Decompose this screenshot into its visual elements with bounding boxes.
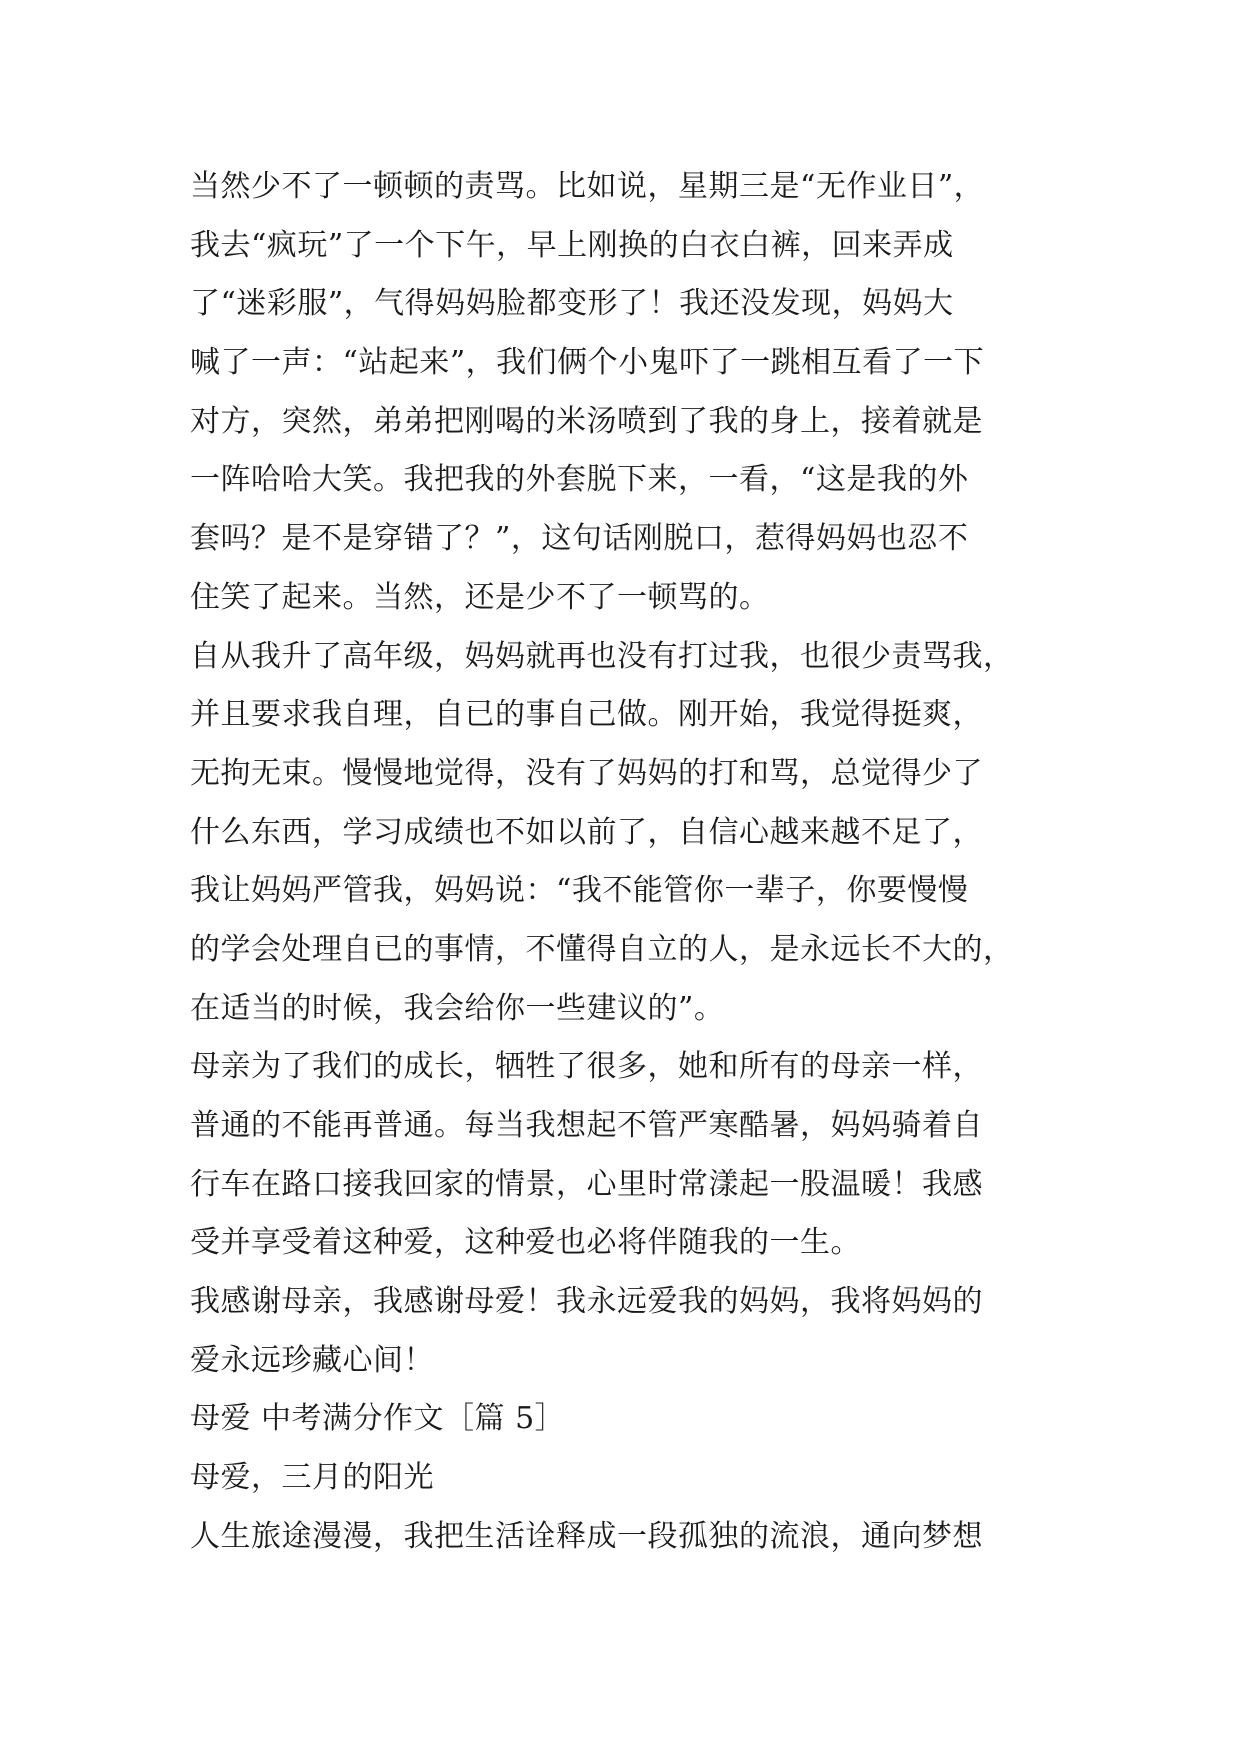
text-line: 我让妈妈严管我，妈妈说：“我不能管你一辈子，你要慢慢	[190, 873, 969, 909]
text-line: 的学会处理自已的事情，不懂得自立的人，是永远长不大的，	[190, 931, 1014, 967]
section-heading: 母爱 中考满分作文［篇 5］	[190, 1401, 566, 1437]
text-line: 一阵哈哈大笑。我把我的外套脱下来，一看，“这是我的外	[190, 462, 969, 498]
text-line: 并且要求我自理，自已的事自己做。刚开始，我觉得挺爽，	[190, 697, 983, 733]
text-line: 我去“疯玩”了一个下午，早上刚换的白衣白裤，回来弄成	[190, 227, 954, 263]
text-line: 受并享受着这种爱，这种爱也必将伴随我的一生。	[190, 1225, 861, 1261]
text-line: 在适当的时候，我会给你一些建议的”。	[190, 990, 725, 1026]
document-body	[190, 158, 1070, 1567]
text-line: 人生旅途漫漫，我把生活诠释成一段孤独的流浪，通向梦想	[190, 1518, 983, 1554]
text-line: 了“迷彩服”，气得妈妈脸都变形了！我还没发现，妈妈大	[190, 286, 954, 322]
text-line: 爱永远珍藏心间！	[190, 1342, 434, 1378]
text-line: 我感谢母亲，我感谢母爱！我永远爱我的妈妈，我将妈妈的	[190, 1284, 983, 1320]
text-line: 行车在路口接我回家的情景，心里时常漾起一股温暖！我感	[190, 1166, 983, 1202]
text-line: 住笑了起来。当然，还是少不了一顿骂的。	[190, 579, 770, 615]
essay-title: 母爱，三月的阳光	[190, 1460, 434, 1496]
text-line: 对方，突然，弟弟把刚喝的米汤喷到了我的身上，接着就是	[190, 403, 983, 439]
text-line: 什么东西，学习成绩也不如以前了，自信心越来越不足了，	[190, 814, 983, 850]
text-line: 喊了一声：“站起来”，我们俩个小鬼吓了一跳相互看了一下	[190, 345, 985, 381]
text-line: 普通的不能再普通。每当我想起不管严寒酷暑，妈妈骑着自	[190, 1108, 983, 1143]
text-line: 母亲为了我们的成长，牺牲了很多，她和所有的母亲一样，	[190, 1049, 983, 1085]
text-line: 套吗？是不是穿错了？”，这句话刚脱口，惹得妈妈也忍不	[190, 521, 969, 557]
text-line: 无拘无束。慢慢地觉得，没有了妈妈的打和骂，总觉得少了	[190, 755, 983, 791]
text-line: 当然少不了一顿顿的责骂。比如说，星期三是“无作业日”，	[190, 169, 985, 204]
text-line: 自从我升了高年级，妈妈就再也没有打过我，也很少责骂我，	[190, 638, 1014, 674]
